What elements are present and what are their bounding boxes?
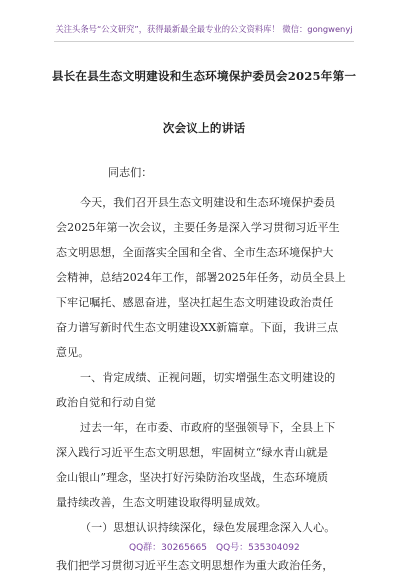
body-line: 我们把学习贯彻习近平生态文明思想作为重大政治任务， [56, 559, 334, 572]
body-line: 同志们： [108, 166, 153, 179]
body-line: 过去一年，在市委、市政府的坚强领导下，全县上下 [80, 421, 336, 434]
body-line: 会精神，总结2024年工作，部署2025年任务，动员全县上 [56, 271, 346, 284]
body-line: 深入践行习近平生态文明思想，牢固树立“绿水青山就是 [56, 446, 329, 459]
body-line: 政治自觉和行动自觉 [56, 396, 156, 409]
header-divider [54, 41, 354, 42]
body-line: 奋力谱写新时代生态文明建设XX新篇章。下面，我讲三点 [56, 321, 339, 334]
body-line: 金山银山”理念，坚决打好污染防治攻坚战，生态环境质 [56, 471, 329, 484]
body-line: 态文明思想，全面落实全国和全省、全市生态环境保护大 [56, 246, 334, 259]
body-line: 会2025年第一次会议，主要任务是深入学习贯彻习近平生 [56, 221, 340, 234]
body-line: 今天，我们召开县生态文明建设和生态环境保护委员 [80, 196, 336, 209]
document-title-line-2: 次会议上的讲话 [162, 121, 246, 135]
body-line: 意见。 [56, 346, 90, 359]
body-line: 下牢记嘱托、感恩奋进，坚决扛起生态文明建设政治责任 [56, 296, 334, 309]
qq-number-label: QQ号：535304092 [216, 543, 300, 553]
body-line: 量持续改善，生态文明建设取得明显成效。 [56, 496, 267, 509]
body-line: 一、肯定成绩、正视问题，切实增强生态文明建设的 [80, 371, 336, 384]
body-line: （一）思想认识持续深化，绿色发展理念深入人心。 [80, 521, 336, 534]
document-title-line-1: 县长在县生态文明建设和生态环境保护委员会2025年第一 [51, 69, 357, 83]
header-banner: 关注头条号“公文研究”，获得最新最全最专业的公文资料库！ 微信：gongwenyj [55, 24, 353, 34]
qq-group-label: QQ群：30265665 [129, 543, 207, 553]
